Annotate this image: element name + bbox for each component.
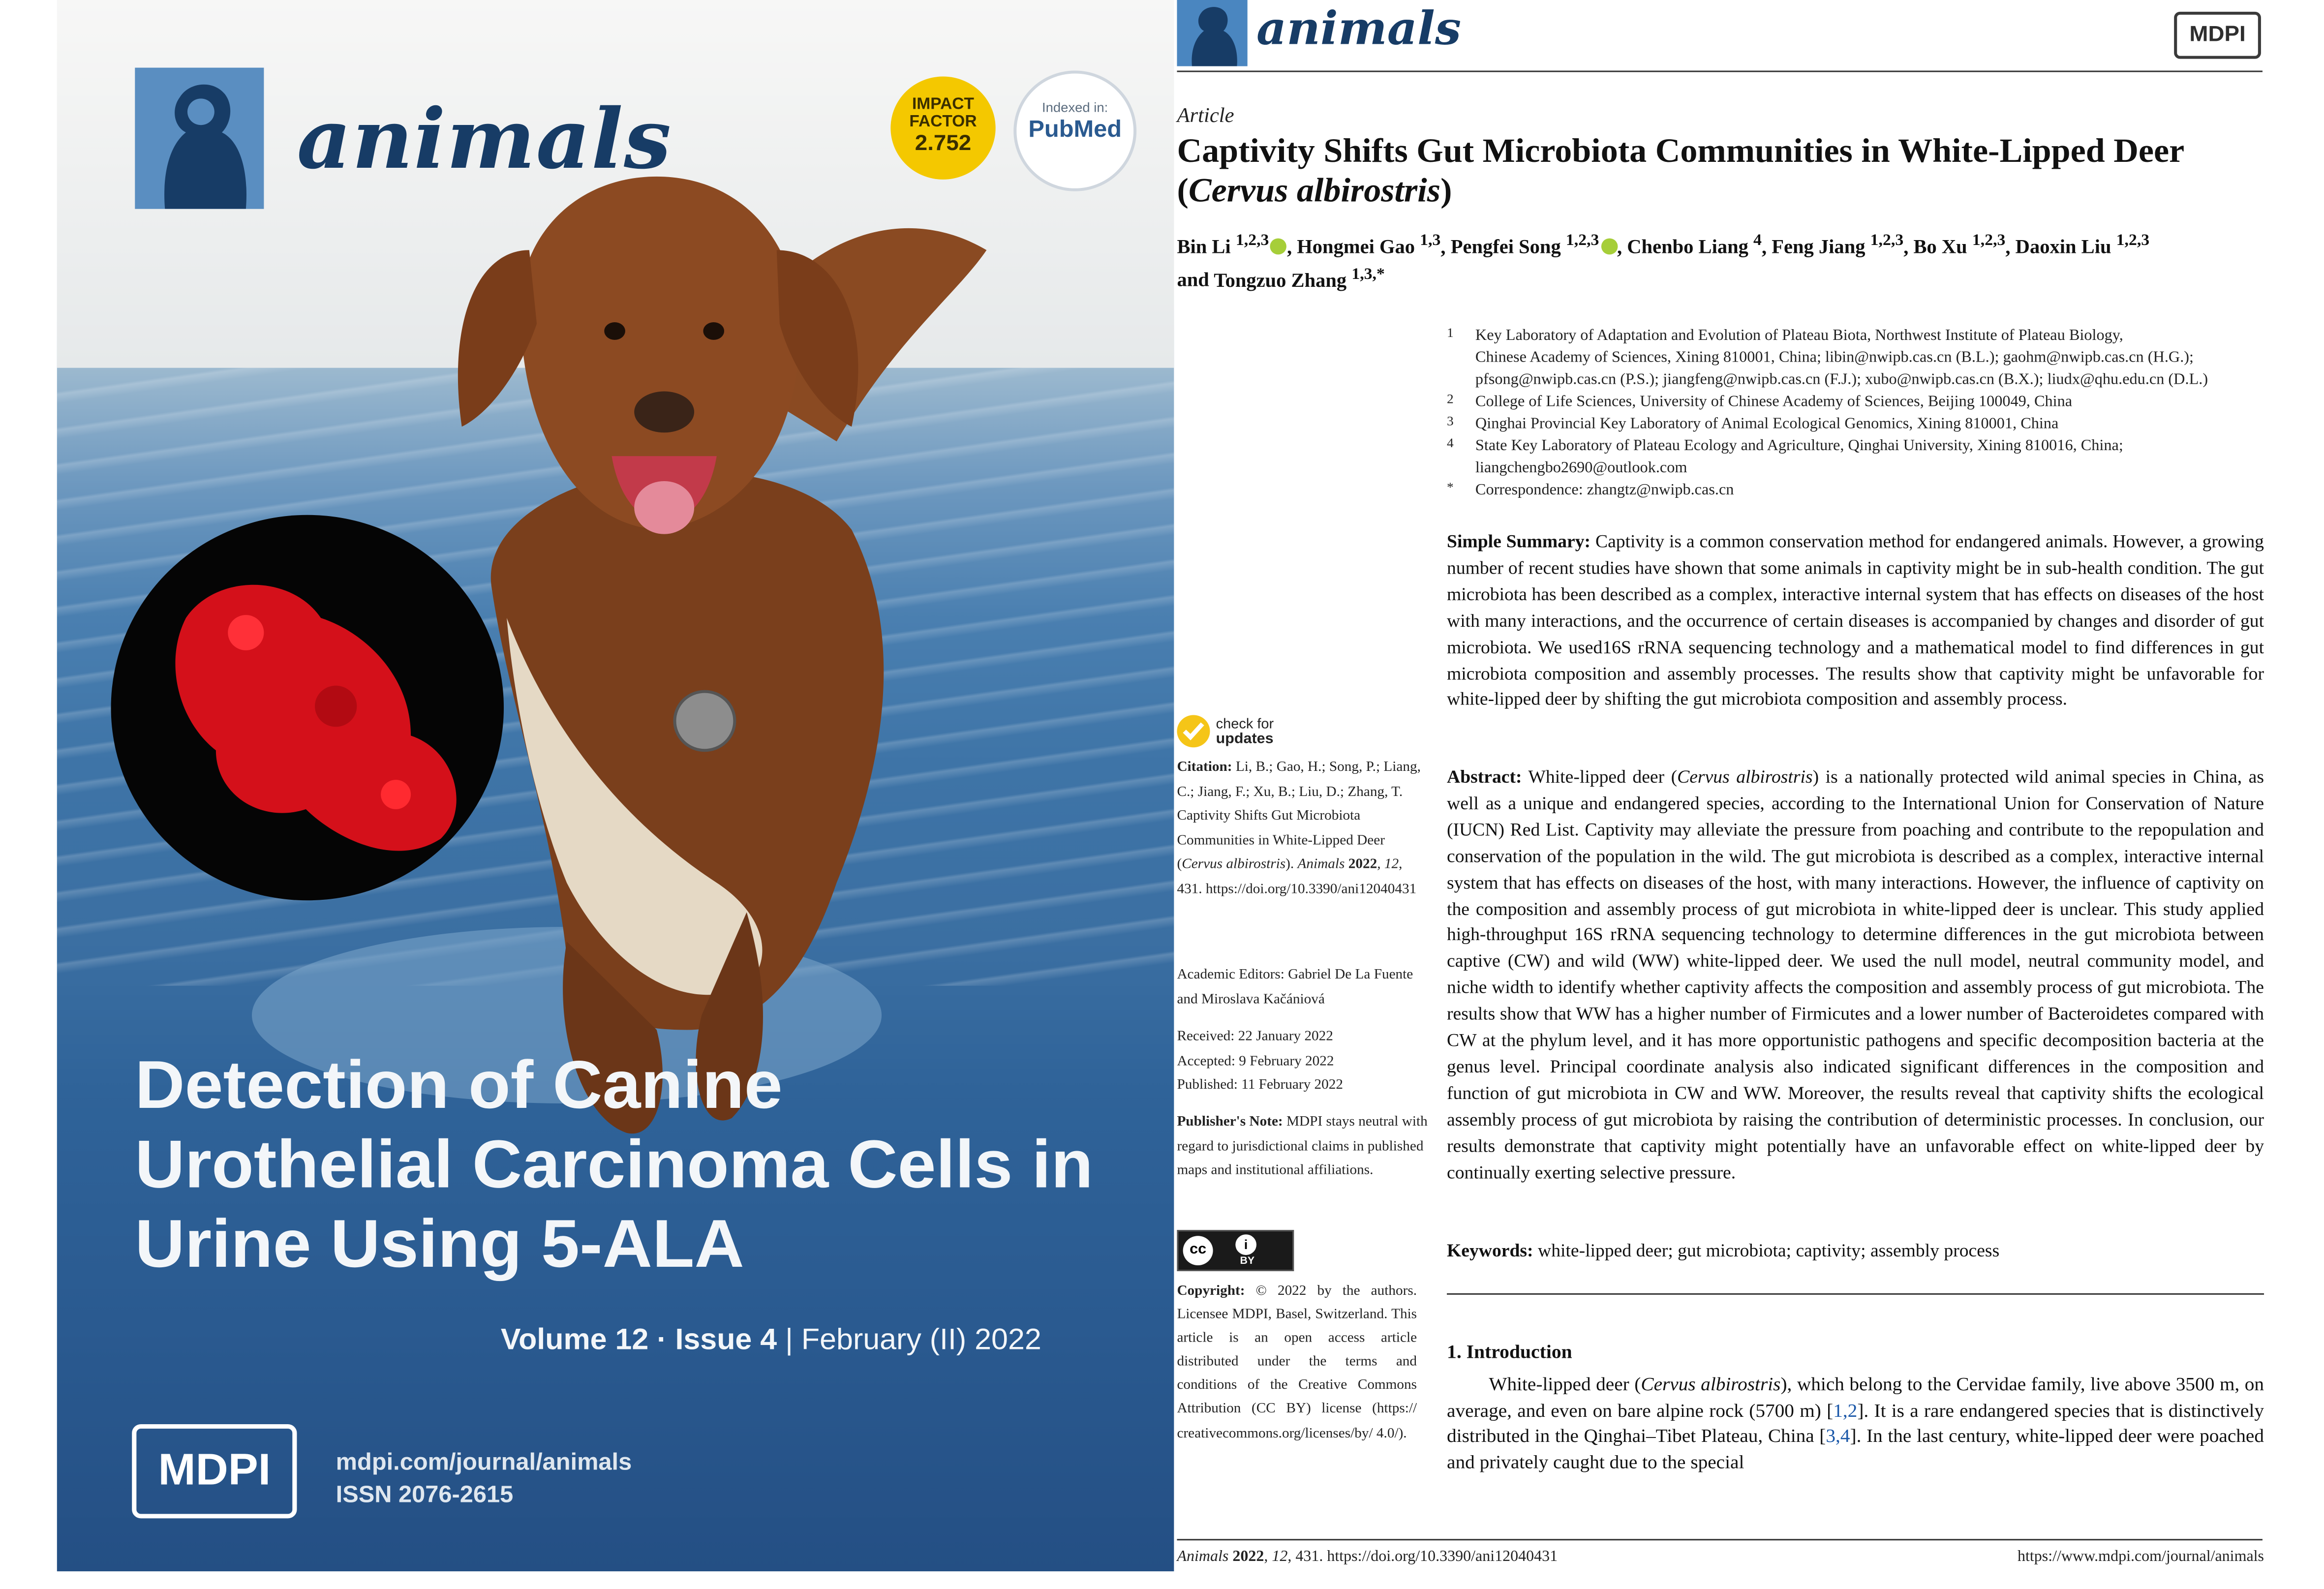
affiliations (1447, 325, 2268, 502)
cover-headline: Detection of Canine Urothelial Carcinoma Cells in Urine Using 5-ALA (135, 1046, 1093, 1282)
author[interactable]: Daoxin Liu $^{1,2,3}$ (2015, 232, 2150, 258)
affiliation: 4 State Key Laboratory of Plateau Ecology and Agriculture, Qinghai University, Xining 810016, China; liangchengbo2690@outlook.com (1447, 435, 2123, 477)
article-title: Captivity Shifts Gut Microbiota Communities in White-Lipped Deer (Cervus albirostris) (1177, 132, 2184, 209)
check-for-updates[interactable]: check for updates (1216, 716, 1274, 748)
article-type: Article (1177, 106, 1234, 128)
cover-volume-issue: Volume 12 · Issue 4 | February (II) 2022 (500, 1324, 1041, 1357)
dates: Received: 22 January 2022 Accepted: 9 February 2022 Published: 11 February 2022 (1177, 1028, 1344, 1094)
reference-link[interactable]: 1,2 (1833, 1400, 1858, 1421)
footer-rule (1177, 1539, 2263, 1540)
cover-mdpi-logo: MDPI (132, 1424, 297, 1518)
author[interactable]: Bin Li $^{1,2,3}$ (1177, 232, 1269, 258)
orcid-icon[interactable] (1600, 239, 1617, 255)
copyright: Copyright: © 2022 by the authors. Licensee MDPI, Basel, Switzerland. This article is an open access article distributed under the terms and conditions of the Creative Commons Attribution (CC BY) license (https:// creativecommons.org/licenses/by/ 4.0/). (1177, 1283, 1417, 1441)
cover-journal-title: animals (297, 91, 672, 188)
keywords: Keywords: white-lipped deer; gut microbiota; captivity; assembly process (1447, 1240, 2000, 1261)
author[interactable]: Bo Xu $^{1,2,3}$ (1913, 232, 2006, 258)
reference-link[interactable]: 3,4 (1826, 1426, 1850, 1447)
pubmed-badge: Indexed in: PubMed (1013, 71, 1136, 191)
journal-name: animals (1256, 2, 1462, 56)
cover-journal-url: mdpi.com/journal/animals ISSN 2076-2615 (336, 1450, 632, 1508)
journal-logo-icon (1177, 0, 1247, 66)
check-for-updates-icon[interactable] (1177, 715, 1210, 747)
journal-cover (57, 0, 1174, 1571)
author[interactable]: Hongmei Gao $^{1,3}$ (1297, 232, 1441, 258)
affiliation: 1 Key Laboratory of Adaptation and Evolution of Plateau Biota, Northwest Institute of Plateau Biology, Chinese Academy of Sciences, Xining 810001, China; libin@nwipb.cas.cn (B.L.); gaohm@nwipb.cas.cn (H.G.); pfsong@nwipb.cas.cn (P.S.); jiangfeng@nwipb.cas.cn (F.J.); xubo@nwipb.cas.cn (B.X.); liudx@qhu.edu.cn (D.L.) (1447, 325, 2208, 389)
impact-factor-badge: IMPACT FACTOR 2.752 (890, 77, 995, 180)
citation: Citation: Li, B.; Gao, H.; Song, P.; Liang, C.; Jiang, F.; Xu, B.; Liu, D.; Zhang, T. Captivity Shifts Gut Microbiota Communities in White-Lipped Deer (Cervus albirostris). Animals 2022, 12, 431. https://doi.org/10.3390/ani12040431 (1177, 759, 1421, 898)
section-heading: 1. Introduction (1447, 1340, 1572, 1363)
author[interactable]: Tongzuo Zhang $^{1,3,*}$ (1214, 265, 1385, 291)
affiliation: 3 Qinghai Provincial Key Laboratory of Animal Ecological Genomics, Xining 810001, China (1447, 413, 2059, 433)
publisher-note: Publisher's Note: MDPI stays neutral with regard to jurisdictional claims in published maps and institutional affiliations. (1177, 1113, 1428, 1179)
academic-editors: Academic Editors: Gabriel De La Fuente and Miroslava Kačániová (1177, 966, 1413, 1008)
header-rule (1177, 71, 2263, 72)
abstract: Abstract: White-lipped deer (Cervus albirostris) is a nationally protected wild animal species in China, as well as a unique and endangered species, according to the International Union for Conservation of Nature (IUCN) Red List. Captivity may alleviate the pressure from poaching and contribute to the repopulation and conservation of the population in the wild. The gut microbiota is described as a complex, interactive internal system that has effects on diseases of the host, with many interactions. However, the influence of captivity on the composition and assembly process of gut microbiota in white-lipped deer is unclear. This study applied high-throughput 16S rRNA sequencing technology to determine differences in the gut microbiota between captive (CW) and wild (WW) white-lipped deer. We used the null model, neutral community model, and niche width to identify whether captivity affects the composition and assembly process of gut microbiota. The results show that WW has a higher number of Firmicutes and a lower number of Bacteroidetes compared with CW at the phylum level, and it has more opportunistic pathogens and specific decomposition bacteria at the genus level. Principal coordinate analysis also indicated significant differences in the composition and function of gut microbiota in CW and WW. Moreover, the results reveal that captivity shifts the ecological assembly process of gut microbiota by raising the contribution of deterministic processes. In conclusion, our results demonstrate that captivity might potentially have an unfavorable effect on white-lipped deer by continually exerting selective pressure. (1447, 766, 2264, 1183)
mdpi-logo: MDPI (2174, 12, 2261, 59)
author[interactable]: Chenbo Liang $^4$ (1627, 232, 1762, 258)
introduction-text: White-lipped deer (Cervus albirostris), which belong to the Cervidae family, live above 3500 m, on average, and even on bare alpine rock (5700 m) [1,2]. It is a rare endangered species that is distinctively distributed in the Qinghai–Tibet Plateau, China [3,4]. In the last century, white-lipped deer were poached and privately caught due to the special (1447, 1374, 2264, 1473)
footer-citation: Animals 2022, 12, 431. https://doi.org/10.3390/ani12040431 (1177, 1549, 1558, 1566)
section-rule (1447, 1293, 2264, 1295)
correspondence: * Correspondence: zhangtz@nwipb.cas.cn (1447, 479, 1734, 499)
footer-journal-url[interactable]: https://www.mdpi.com/journal/animals (2018, 1549, 2264, 1566)
author-list: Bin Li $^{1,2,3}$ , Hongmei Gao $^{1,3}$, Pengfei Song $^{1,2,3}$ , Chenbo Liang $^4$, Feng Jiang $^{1,2,3}$, Bo Xu $^{1,2,3}$, Daoxin Liu $^{1,2,3}$ and Tongzuo Zhang $^{1,3,*}$ (1177, 232, 2150, 291)
affiliation: 2 College of Life Sciences, University of Chinese Academy of Sciences, Beijing 100049, China (1447, 391, 2073, 411)
author[interactable]: Feng Jiang $^{1,2,3}$ (1772, 232, 1904, 258)
orcid-icon[interactable] (1270, 239, 1287, 255)
simple-summary: Simple Summary: Captivity is a common conservation method for endangered animals. However, a growing number of recent studies have shown that some animals in captivity might be in sub-health condition. The gut microbiota has been described as a complex, interactive internal system that has effects on diseases of the host with many interactions, and the occurrence of certain diseases is accompanied by changes and disorder of gut microbiota. We used16S rRNA sequencing technology and a mathematical model to find differences in gut microbiota composition and assembly processes. The results show that captivity might be unfavorable for white-lipped deer by shifting the gut microbiota composition and assembly process. (1447, 531, 2264, 710)
cc-by-license-icon[interactable]: cc i BY (1177, 1230, 1294, 1271)
microscopy-inset (111, 515, 504, 901)
author[interactable]: Pengfei Song $^{1,2,3}$ (1450, 232, 1599, 258)
